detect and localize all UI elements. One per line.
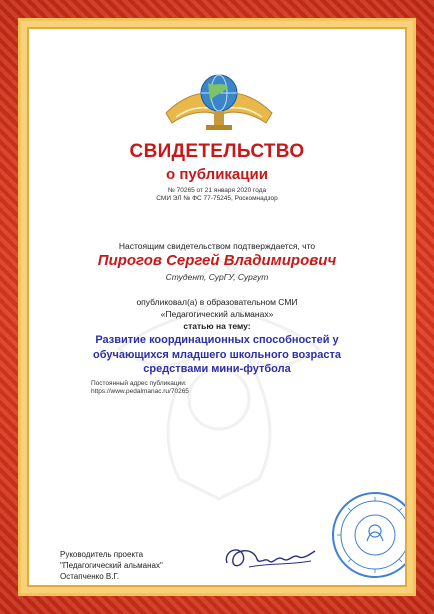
published-text: опубликовал(а) в образовательном СМИ <box>136 297 298 307</box>
recipient-name: Пирогов Сергей Владимирович <box>97 252 337 269</box>
round-stamp-icon <box>331 491 407 579</box>
topic-line: обучающихся младшего школьного возраста <box>92 348 341 361</box>
certificate-title: СВИДЕТЕЛЬСТВО <box>129 141 305 162</box>
signatory-title: Руководитель проекта <box>60 550 144 559</box>
almanac-name: «Педагогический альманах» <box>160 309 274 319</box>
gold-frame <box>18 18 416 596</box>
article-topic <box>89 333 345 377</box>
signatory-block <box>60 549 163 582</box>
registration-line: СМИ ЭЛ № ФС 77-75245, Роскомнадзор <box>156 195 278 202</box>
certificate-subtitle: о публикации <box>166 166 268 183</box>
certificate-number: № 70265 от 21 января 2020 года <box>167 187 267 194</box>
recipient-role: Студент, СурГУ, Сургут <box>165 272 269 282</box>
certificate-body <box>27 27 407 587</box>
topic-line: средствами мини-футбола <box>143 363 291 375</box>
signatory-org: "Педагогический альманах" <box>60 561 163 570</box>
signatory-name: Остапченко В.Г. <box>60 572 120 581</box>
confirm-text: Настоящим свидетельством подтверждается, что <box>118 241 316 251</box>
topic-label: статью на тему: <box>183 321 251 331</box>
handwritten-signature-icon <box>219 537 319 577</box>
address-label: Постоянный адрес публикации: <box>91 380 187 387</box>
topic-line: Развитие координационных способностей у <box>95 334 339 346</box>
publication-url[interactable]: https://www.pedalmanac.ru/70265 <box>91 388 189 395</box>
globe-book-emblem-icon <box>162 67 276 139</box>
